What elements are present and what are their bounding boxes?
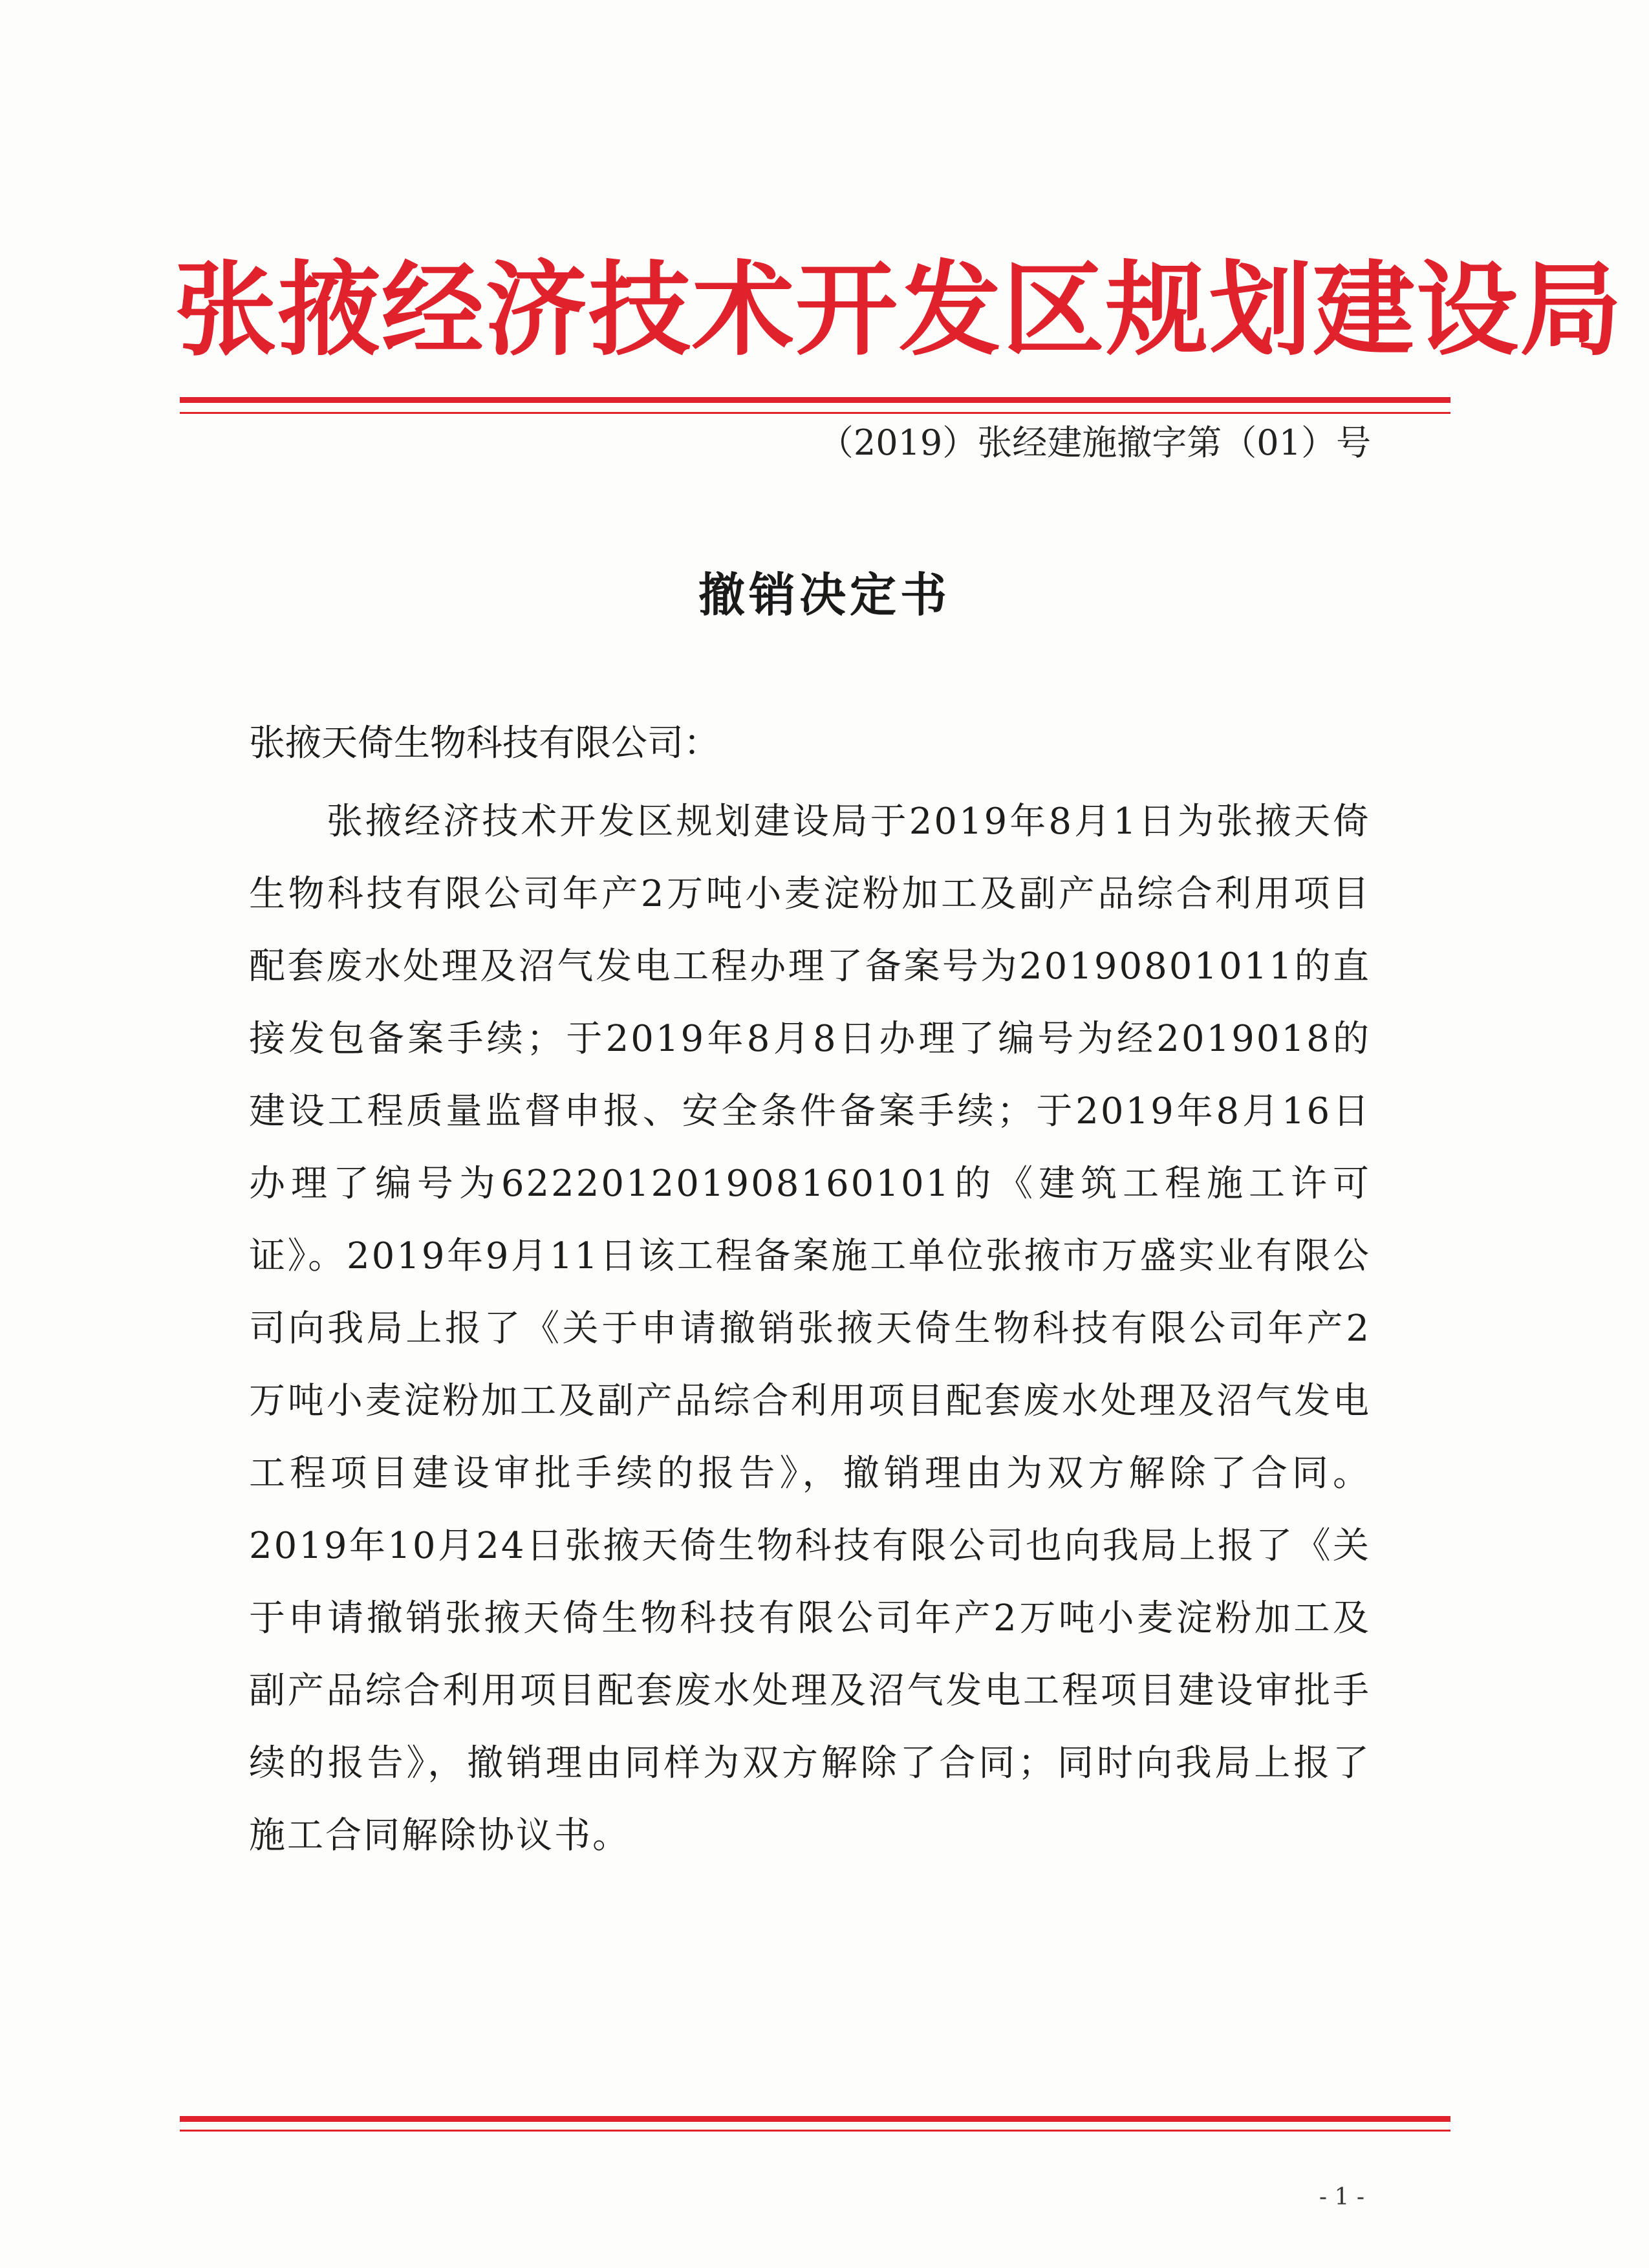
addressee: 张掖天倚生物科技有限公司： xyxy=(249,722,720,764)
page-number: - 1 - xyxy=(1319,2184,1364,2210)
footer-rule-thin xyxy=(180,2130,1450,2132)
letterhead-issuer: 张掖经济技术开发区规划建设局 xyxy=(175,251,1623,370)
body-paragraph: 张掖经济技术开发区规划建设局于2019年8月1日为张掖天倚生物科技有限公司年产2万吨小麦淀粉加工及副产品综合利用项目配套废水处理及沼气发电工程办理了备案号为20190801011的直接发包备案手续；于2019年8月8日办理了编号为经2019018的建设工程质量监督申报、安全条件备案手续；于2019年8月16日办理了编号为622201201908160101的《建筑工程施工许可证》。2019年9月11日该工程备案施工单位张掖市万盛实业有限公司向我局上报了《关于申请撤销张掖天倚生物科技有限公司年产2万吨小麦淀粉加工及副产品综合利用项目配套废水处理及沼气发电工程项目建设审批手续的报告》，撤销理由为双方解除了合同。2019年10月24日张掖天倚生物科技有限公司也向我局上报了《关于申请撤销张掖天倚生物科技有限公司年产2万吨小麦淀粉加工及副产品综合利用项目配套废水处理及沼气发电工程项目建设审批手续的报告》，撤销理由同样为双方解除了合同；同时向我局上报了施工合同解除协议书。 xyxy=(249,801,1371,1857)
document-number: （2019）张经建施撤字第（01）号 xyxy=(818,422,1371,463)
document-title: 撤销决定书 xyxy=(698,567,951,622)
letterhead-rule-thick xyxy=(180,397,1450,403)
footer-rule-thick xyxy=(180,2116,1450,2122)
